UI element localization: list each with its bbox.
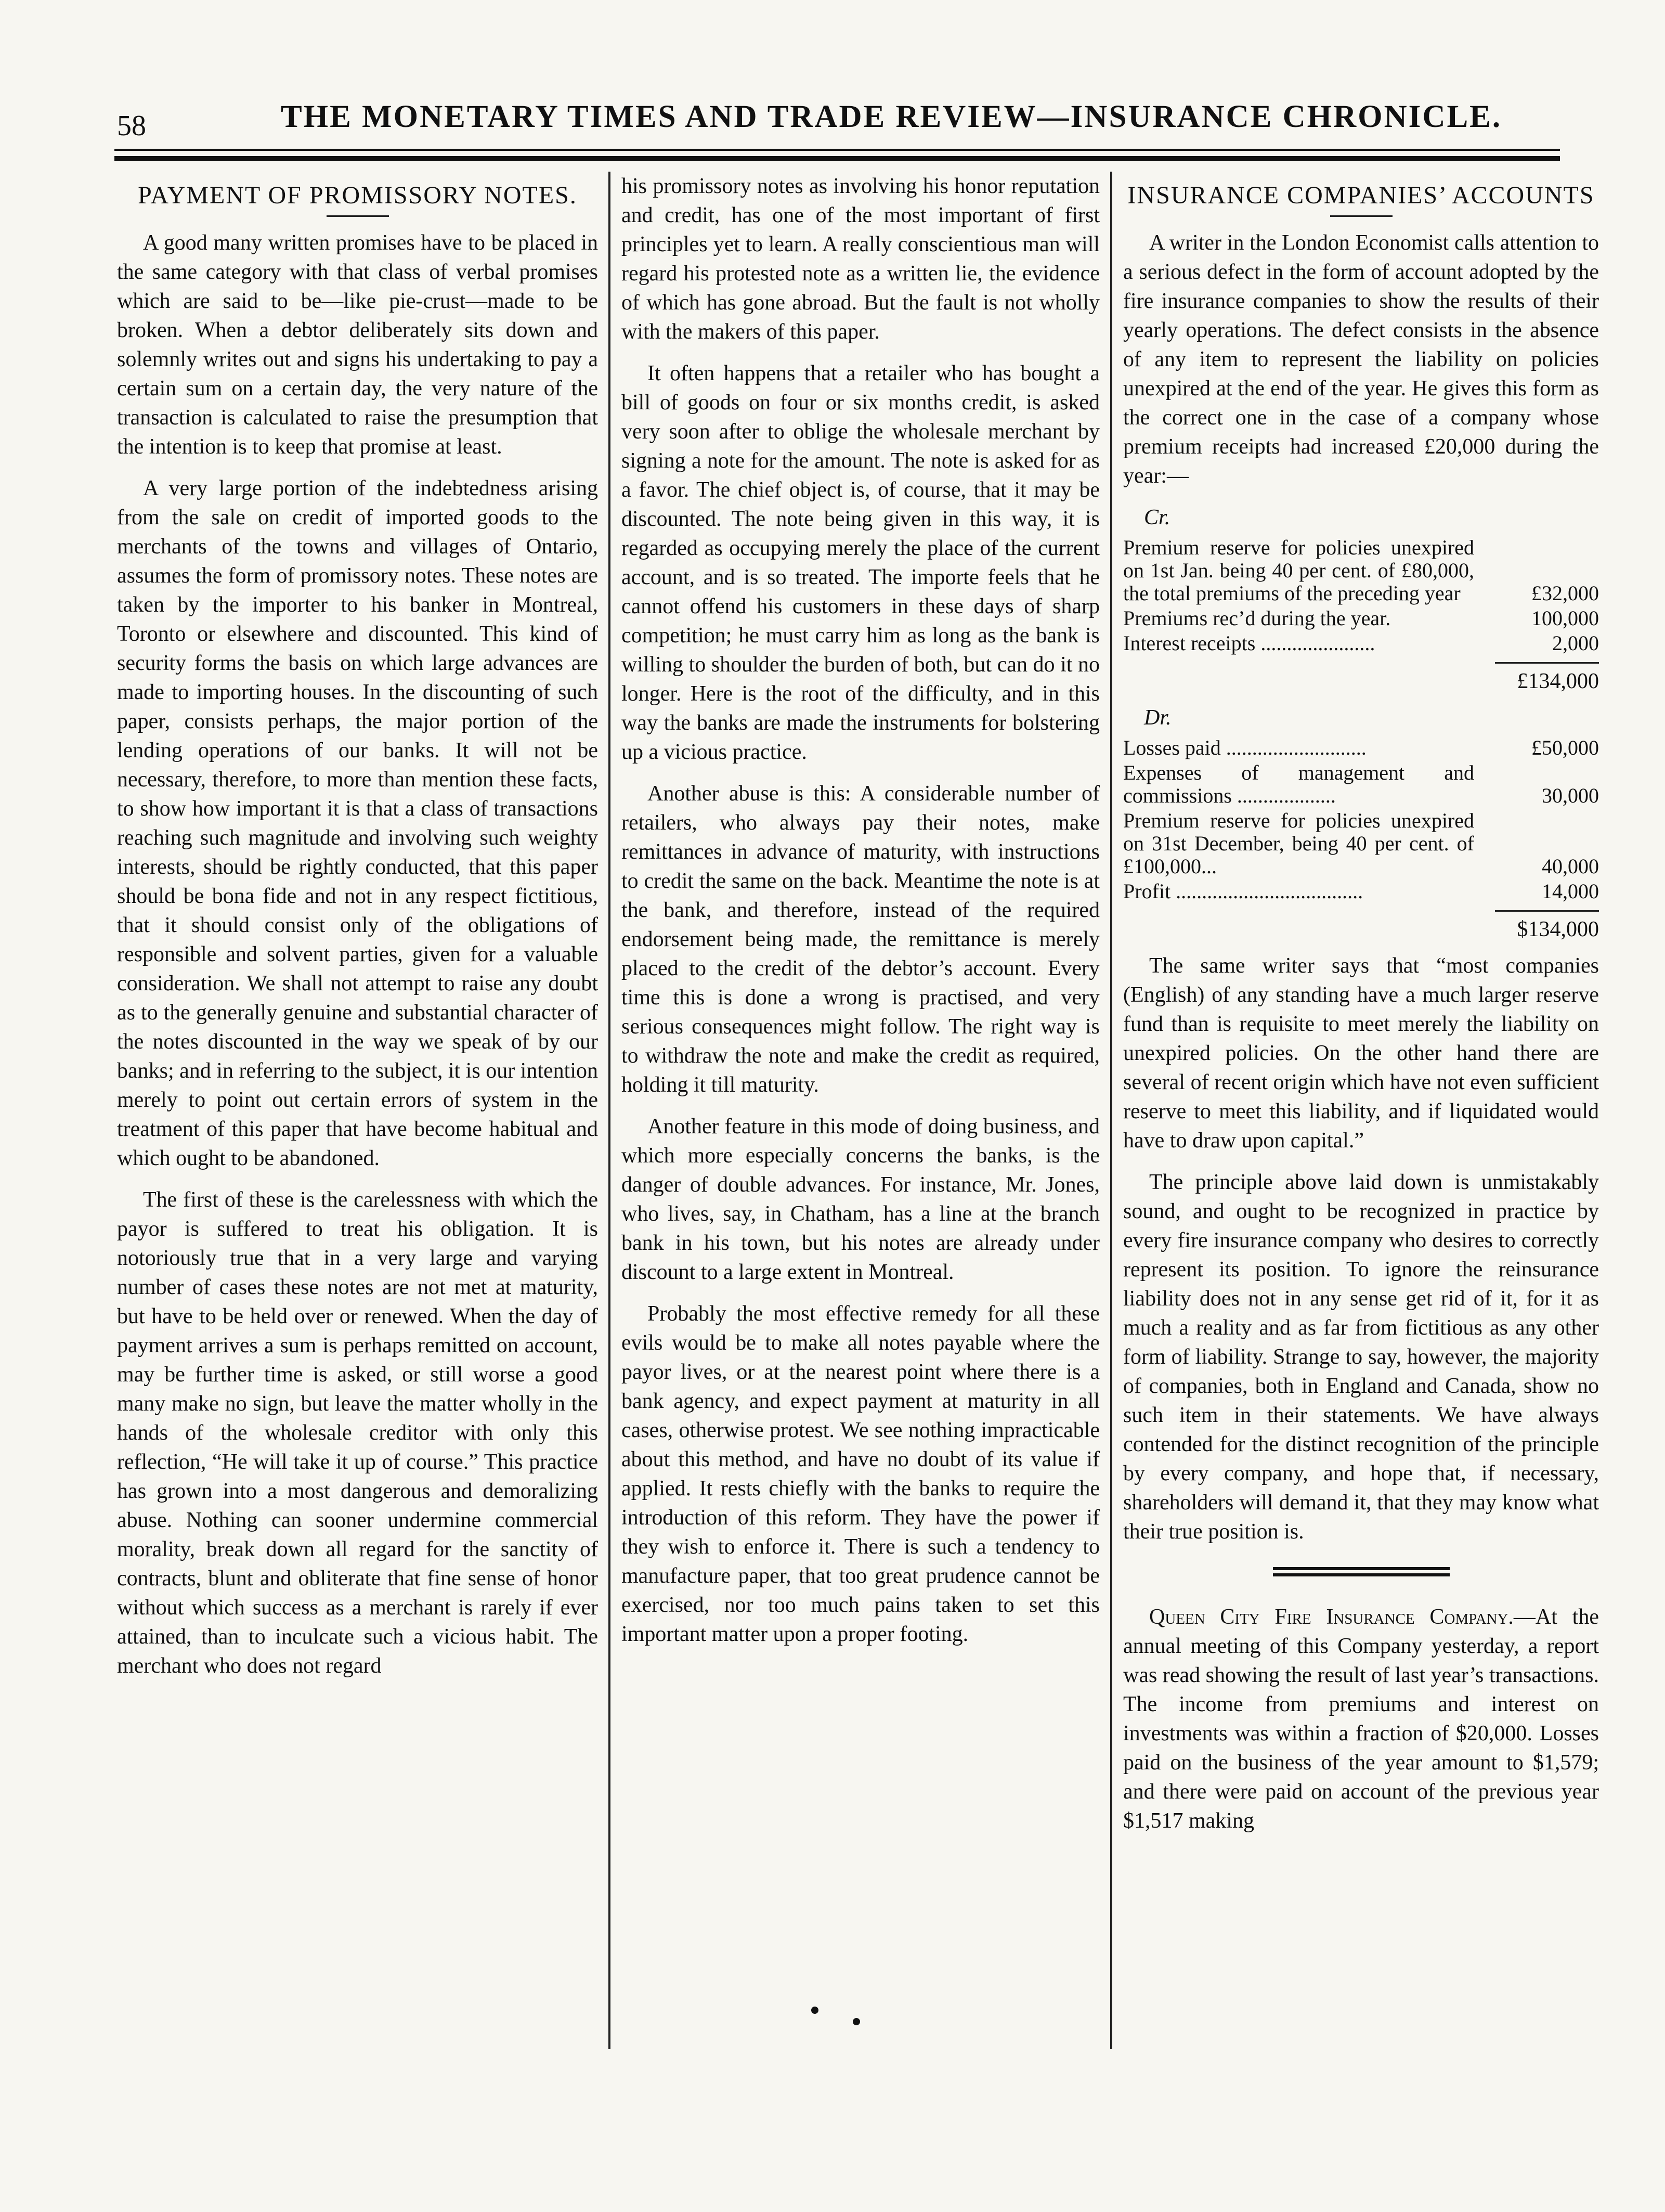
table-row (1123, 879, 1599, 904)
table-cell: Losses paid ........................... (1123, 736, 1367, 759)
table-cell: 14,000 (1542, 879, 1599, 903)
article-paragraph: It often happens that a retailer who has bought a bill of goods on four or six months credit, is asked very soon after to oblige the wholesale merchant by signing a note for the amount. The note is asked for as a favor. The chief object is, of course, that it may be discounted. The note being given in this way, it is regarded as occupying merely the place of the current account, and is so treated. The importe feels that he cannot offend his customers in these days of sharp competition; he must carry him as long as the bank is willing to shoulder the burden of both, but can do it no longer. Here is the root of the difficulty, and in this way the banks are made the instruments for bolstering up a vicious practice. (621, 361, 1100, 764)
table-row (1123, 535, 1599, 606)
table-cell: Profit .................................... (1123, 879, 1363, 903)
debit-label: Dr. (1144, 706, 1172, 730)
article-paragraph: A writer in the London Economist calls attention to a serious defect in the form of account adopted by the fire insurance companies to show the results of their yearly operations. The defect consists in the absence of any item to represent the liability on policies unexpired at the end of the year. He gives this form as the correct one in the case of a company whose premium receipts had increased £20,000 during the year:— (1123, 231, 1599, 488)
table-cell: £50,000 (1531, 736, 1599, 759)
header-rule (114, 149, 1560, 151)
heading-rule (327, 215, 389, 217)
table-cell: Interest receipts ...................... (1123, 631, 1375, 655)
table-cell: Expenses of management and commissions ................... (1123, 761, 1474, 807)
table-row (1123, 631, 1599, 656)
table-row (1123, 606, 1599, 631)
article-heading: INSURANCE COMPANIES’ ACCOUNTS (1127, 182, 1595, 209)
table-cell: 30,000 (1542, 784, 1599, 807)
total-rule (1495, 662, 1599, 664)
article-lead-text: —At the annual meeting of this Company yesterday, a report was read showing the result of last year’s transactions. The income from premiums and interest on investments was within a fraction of $20,000. Losses paid on the business of the year amount to $1,579; and there were paid on account of the previous year $1,517 making (1123, 1605, 1599, 1833)
article-heading: PAYMENT OF PROMISSORY NOTES. (138, 182, 577, 209)
article-paragraph: The first of these is the carelessness with which the payor is suffered to treat his obligation. It is notoriously true that in a very large and varying number of cases these notes are not met at maturity, but have to be held over or renewed. When the day of payment arrives a sum is perhaps remitted on account, may be further time is asked, or still worse a good many make no sign, but leave the matter wholly in the hands of the wholesale creditor with only this reflection, “He will take it up of course.” This practice has grown into a most dangerous and demoralizing abuse. Nothing can sooner undermine commercial morality, break down all regard for the sanctity of contracts, blunt and obliterate that fine sense of honor without which success as a merchant is rarely if ever attained, than to inculcate such a vicious habit. The merchant who does not regard (117, 1188, 598, 1678)
article-paragraph: Another feature in this mode of doing business, and which more especially concerns the banks, is the danger of double advances. For instance, Mr. Jones, who lives, say, in Chatham, has a line at the branch bank in his town, but his notes are already under discount to a large extent in Montreal. (621, 1115, 1100, 1284)
table-cell: Premium reserve for policies unexpired on 31st December, being 40 per cent. of £100,000... (1123, 809, 1474, 878)
page-number: 58 (117, 110, 146, 142)
table-cell: 40,000 (1542, 855, 1599, 878)
article-paragraph: Probably the most effective remedy for all these evils would be to make all notes payable where the payor lives, or at the nearest point where there is a bank agency, and expect payment at maturity in all cases, otherwise protest. We see nothing impracticable about this method, and have no doubt of its value if applied. It rests chiefly with the banks to require the introduction of this reform. They have the power if they wish to enforce it. There is such a tendency to manufacture paper, that too great prudence cannot be exercised, nor too much pains taken to set this important matter upon a proper footing. (621, 1302, 1100, 1646)
credit-total: £134,000 (1517, 669, 1599, 693)
article-paragraph: A very large portion of the indebtedness arising from the sale on credit of imported goods to the merchants of the towns and villages of Ontario, assumes the form of promissory notes. These notes are taken by the importer to his banker in Montreal, Toronto or elsewhere and discounted. This kind of security forms the basis on which large advances are made to importing houses. In the discounting of such paper, consists perhaps, the major portion of the lending operations of our banks. It will not be necessary, therefore, to more than mention these facts, to show how important it is that a class of transactions reaching such magnitude and involving such weighty interests, should be rightly conducted, that this paper should be bona fide and not in any respect fictitious, that it should consist only of the obligations of responsible and solvent parties, given for a valuable consideration. We shall not attempt to raise any doubt as to the generally genuine and substantial character of the notes discounted in the way we speak of by our banks; and in referring to the subject, it is our intention merely to point out certain errors of system in the treatment of this paper that have become habitual and which ought to be abandoned. (117, 476, 598, 1170)
column-2 (621, 172, 1100, 1661)
column-3 (1123, 172, 1599, 1848)
heading-rule (1330, 215, 1393, 217)
table-row (1123, 760, 1599, 808)
section-divider (1273, 1567, 1450, 1576)
debit-table (1123, 735, 1599, 904)
divider-line (1273, 1567, 1450, 1570)
credit-table (1123, 535, 1599, 656)
table-cell: Premium reserve for policies unexpired on 1st Jan. being 40 per cent. of £80,000, the total premiums of the preceding year (1123, 536, 1474, 605)
running-title: THE MONETARY TIMES AND TRADE REVIEW—INSURANCE CHRONICLE. (281, 99, 1502, 134)
article-paragraph: his promissory notes as involving his honor reputation and credit, has one of the most important of first principles yet to learn. A really conscientious man will regard his protested note as a written lie, the evidence of which has gone abroad. But the fault is not wholly with the makers of this paper. (621, 174, 1100, 344)
article-lead-title: Queen City Fire Insurance Company. (1149, 1605, 1514, 1629)
article-paragraph: Another abuse is this: A considerable number of retailers, who always pay their notes, make remittances in advance of maturity, with instructions to credit the same on the back. Meantime the note is at the bank, and therefore, instead of the required endorsement being made, the remittance is merely placed to the credit of the debtor’s account. Every time this is done a wrong is practised, and very serious consequences might follow. The right way is to withdraw the note and make the credit as required, holding it till maturity. (621, 782, 1100, 1097)
divider-line (1273, 1573, 1450, 1576)
table-row (1123, 808, 1599, 879)
article-paragraph: The principle above laid down is unmistakably sound, and ought to be recognized in practice by every fire insurance company who desires to correctly represent its position. To ignore the reinsurance liability does not in any sense get rid of it, for it as much a reality and as far from fictitious as any other form of liability. Strange to say, however, the majority of companies, both in England and Canada, show no such item in their statements. We have always contended for the distinct recognition of the principle by every company, and hope that, if necessary, shareholders will demand it, that they may know what their true position is. (1123, 1170, 1599, 1544)
ink-dot (811, 2007, 818, 2014)
article-paragraph: A good many written promises have to be placed in the same category with that class of verbal promises which are said to be—like pie-crust—made to be broken. When a debtor deliberately sits down and solemnly writes out and signs his undertaking to pay a certain sum on a certain day, the very nature of the transaction is calculated to raise the presumption that the intention is to keep that promise at least. (117, 231, 598, 459)
column-1 (117, 172, 598, 1693)
table-cell: £32,000 (1531, 581, 1599, 605)
table-cell: 100,000 (1531, 606, 1599, 630)
debit-total: $134,000 (1517, 917, 1599, 941)
article-paragraph (1123, 1602, 1599, 1835)
column-divider-1 (608, 172, 610, 2049)
header-rule-thick (114, 156, 1560, 161)
table-cell: 2,000 (1552, 631, 1599, 655)
credit-label: Cr. (1144, 506, 1170, 529)
column-divider-2 (1110, 172, 1112, 2049)
table-row (1123, 735, 1599, 760)
total-rule (1495, 910, 1599, 912)
article-paragraph: The same writer says that “most companies (English) of any standing have a much larger reserve fund than is requisite to meet merely the liability on unexpired policies. On the other hand there are several of recent origin which have not even sufficient reserve to meet this liability, and if liquidated would have to draw upon capital.” (1123, 954, 1599, 1153)
ink-dot (853, 2018, 860, 2025)
table-cell: Premiums rec’d during the year. (1123, 606, 1391, 630)
